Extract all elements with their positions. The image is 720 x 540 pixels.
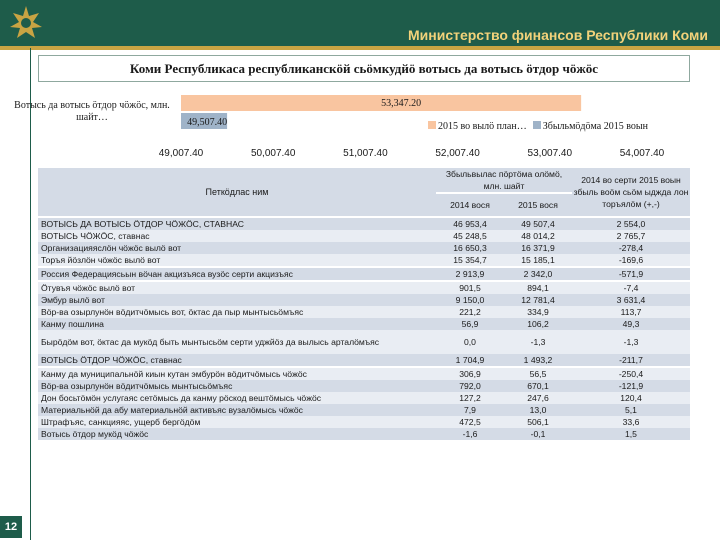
row-name-cell: Вöр-ва озырлунöн вöдитчöмысь мынтысьöмъяс	[38, 380, 436, 392]
revenue-table-grid	[38, 168, 690, 440]
table-row	[38, 354, 690, 366]
legend-item-actual	[533, 121, 648, 132]
legend-swatch-plan	[428, 121, 436, 129]
legend-label-actual: Збыльмöдöма 2015 воын	[542, 121, 648, 132]
table-row	[38, 366, 690, 380]
row-value-2015-cell: 13,0	[504, 404, 572, 416]
x-tick-label: 50,007.40	[250, 148, 296, 159]
row-difference-cell: 113,7	[572, 306, 690, 318]
table-row	[38, 392, 690, 404]
row-value-2015-cell: 334,9	[504, 306, 572, 318]
row-name-cell: Канму пошлина	[38, 318, 436, 330]
row-value-2015-cell: 106,2	[504, 318, 572, 330]
row-value-2015-cell: 49 507,4	[504, 218, 572, 230]
row-value-2015-cell: 12 781,4	[504, 294, 572, 306]
row-value-2015-cell: 48 014,2	[504, 230, 572, 242]
row-value-2014-cell: 306,9	[436, 366, 504, 380]
row-name-cell: Эмбур вылö вот	[38, 294, 436, 306]
row-name-cell: Штрафъяс, санкцияяс, ущерб бергöдöм	[38, 416, 436, 428]
row-value-2014-cell: 792,0	[436, 380, 504, 392]
header-bar	[0, 0, 720, 50]
row-value-2014-cell: 16 650,3	[436, 242, 504, 254]
row-name-cell: Канму да муниципальнöй киын кутан эмбурöн вöдитчöмысь чöжöс	[38, 366, 436, 380]
table-row	[38, 242, 690, 254]
row-value-2014-cell: 56,9	[436, 318, 504, 330]
row-difference-cell: 49,3	[572, 318, 690, 330]
table-row	[38, 428, 690, 440]
table-row	[38, 380, 690, 392]
row-value-2014-cell: 901,5	[436, 280, 504, 294]
row-difference-cell: 1,5	[572, 428, 690, 440]
row-name-cell: ВОТЫСЬ ДА ВОТЫСЬ ÖТДОР ЧÖЖÖС, СТАВНАС	[38, 218, 436, 230]
row-value-2015-cell: 894,1	[504, 280, 572, 294]
row-name-cell: Öтувъя чöжöс вылö вот	[38, 280, 436, 294]
row-value-2014-cell: 46 953,4	[436, 218, 504, 230]
row-value-2014-cell: 1 704,9	[436, 354, 504, 366]
row-name-cell: Вöр-ва озырлунöн вöдитчöмысь вот, öктас да пыр мынтысьöмъяс	[38, 306, 436, 318]
row-value-2014-cell: 9 150,0	[436, 294, 504, 306]
row-difference-cell: -1,3	[572, 330, 690, 354]
table-row	[38, 330, 690, 354]
row-value-2014-cell: -1,6	[436, 428, 504, 440]
row-name-cell: Торъя йöзлöн чöжöс вылö вот	[38, 254, 436, 266]
table-body	[38, 218, 690, 440]
row-difference-cell: 2 554,0	[572, 218, 690, 230]
row-value-2014-cell: 0,0	[436, 330, 504, 354]
row-difference-cell: -250,4	[572, 366, 690, 380]
row-difference-cell: 33,6	[572, 416, 690, 428]
page-number: 12	[0, 516, 22, 538]
table-row	[38, 280, 690, 294]
row-name-cell: Россия Федерациясьын вöчан акцизъяса вузöс серти акцизъяс	[38, 266, 436, 280]
table-row	[38, 306, 690, 318]
row-name-cell: Бырöдöм вот, öктас да мукöд быть мынтысьöм серти уджйöз да вылысь арталöмъяс	[38, 330, 436, 354]
row-name-cell: Дон босьтöмöн услугаяс сетöмысь да канму рöскод вештöмысь чöжöс	[38, 392, 436, 404]
row-name-cell: ВОТЫСЬ ÖТДОР ЧÖЖÖС, ставнас	[38, 354, 436, 366]
ministry-title: Министерство финансов Республики Коми	[407, 27, 708, 43]
chart-category-label: Вотысь да вотысь öтдор чöжöс, млн. шайт…	[14, 100, 170, 123]
row-value-2014-cell: 127,2	[436, 392, 504, 404]
row-value-2014-cell: 2 913,9	[436, 266, 504, 280]
x-tick-label: 53,007.40	[527, 148, 573, 159]
row-value-2014-cell: 45 248,5	[436, 230, 504, 242]
legend-item-plan	[428, 121, 527, 132]
row-difference-cell: 5,1	[572, 404, 690, 416]
row-value-2015-cell: 670,1	[504, 380, 572, 392]
row-value-2015-cell: 15 185,1	[504, 254, 572, 266]
row-difference-cell: -571,9	[572, 266, 690, 280]
row-value-2015-cell: -0,1	[504, 428, 572, 440]
bar-value-label-actual: 49,507.40	[187, 117, 228, 128]
x-tick-label: 54,007.40	[619, 148, 665, 159]
row-difference-cell: 3 631,4	[572, 294, 690, 306]
row-value-2015-cell: 506,1	[504, 416, 572, 428]
row-value-2015-cell: 247,6	[504, 392, 572, 404]
column-header-2015: 2015 вося	[504, 194, 572, 218]
table-row	[38, 318, 690, 330]
row-name-cell: Материальнöй да абу материальнöй активъяс вузалöмысь чöжöс	[38, 404, 436, 416]
row-difference-cell: 120,4	[572, 392, 690, 404]
row-name-cell: ВОТЫСЬ ЧÖЖÖС, ставнас	[38, 230, 436, 242]
table-row	[38, 230, 690, 242]
row-value-2015-cell: 2 342,0	[504, 266, 572, 280]
column-header-actual-group: Збыльвылас пöртöма олöмö, млн. шайт	[436, 168, 572, 194]
row-difference-cell: -121,9	[572, 380, 690, 392]
column-header-2014: 2014 вося	[436, 194, 504, 218]
header-accent-stripe	[0, 46, 720, 50]
table-row	[38, 404, 690, 416]
row-value-2015-cell: 1 493,2	[504, 354, 572, 366]
table-row	[38, 294, 690, 306]
row-value-2015-cell: 56,5	[504, 366, 572, 380]
row-name-cell: Организацияяслöн чöжöс вылö вот	[38, 242, 436, 254]
row-difference-cell: -278,4	[572, 242, 690, 254]
x-tick-label: 49,007.40	[158, 148, 204, 159]
table-row	[38, 218, 690, 230]
revenue-table	[38, 168, 690, 512]
row-value-2014-cell: 7,9	[436, 404, 504, 416]
coat-of-arms-icon	[6, 3, 46, 43]
chart-title-box	[38, 55, 690, 82]
row-value-2014-cell: 15 354,7	[436, 254, 504, 266]
row-value-2014-cell: 221,2	[436, 306, 504, 318]
table-row	[38, 266, 690, 280]
column-header-name: Петкöдлас ним	[38, 168, 436, 218]
row-value-2014-cell: 472,5	[436, 416, 504, 428]
legend-swatch-actual	[533, 121, 541, 129]
row-difference-cell: -7,4	[572, 280, 690, 294]
x-tick-label: 51,007.40	[343, 148, 388, 159]
row-name-cell: Вотысь öтдор мукöд чöжöс	[38, 428, 436, 440]
chart-legend	[428, 121, 654, 132]
column-header-difference: 2014 во серти 2015 воын збыль воöм сьöм ыджда лон торъялöм (+,-)	[572, 168, 690, 218]
bar-value-label-plan: 53,347.20	[381, 98, 422, 109]
row-difference-cell: 2 765,7	[572, 230, 690, 242]
row-difference-cell: -211,7	[572, 354, 690, 366]
row-difference-cell: -169,6	[572, 254, 690, 266]
legend-label-plan: 2015 во вылö план…	[438, 121, 527, 132]
row-value-2015-cell: -1,3	[504, 330, 572, 354]
chart-title: Коми Республикаса республиканскöй сьöмкудйö вотысь да вотысь öтдор чöжöс	[129, 61, 599, 76]
x-tick-label: 52,007.40	[435, 148, 480, 159]
table-row	[38, 254, 690, 266]
row-value-2015-cell: 16 371,9	[504, 242, 572, 254]
table-row	[38, 416, 690, 428]
